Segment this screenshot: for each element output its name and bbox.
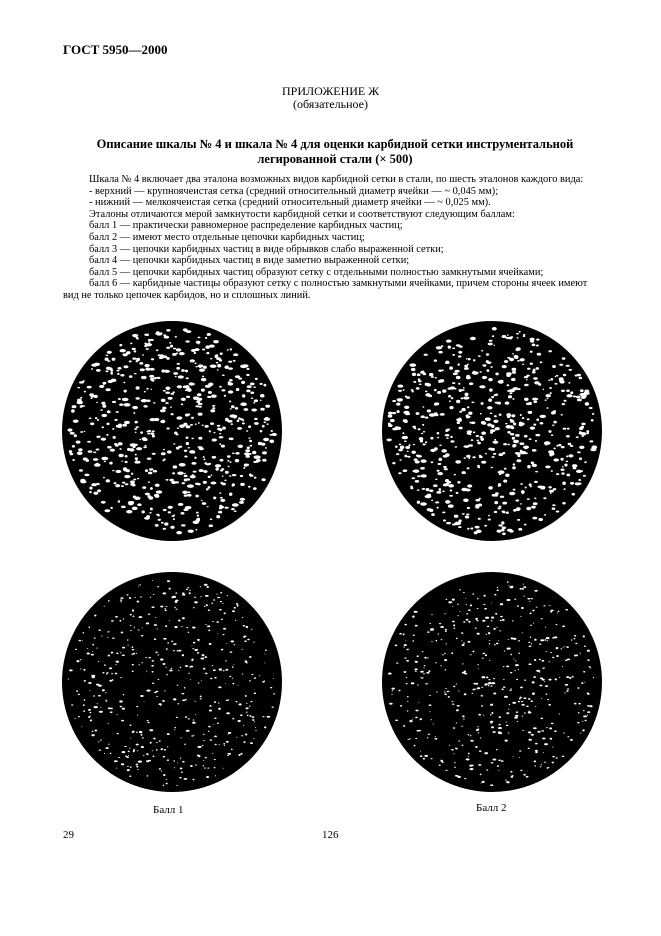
appendix-title: ПРИЛОЖЕНИЕ Ж — [281, 84, 379, 98]
micrograph-coarse-2 — [381, 320, 603, 542]
paragraph: балл 5 — цепочки карбидных частиц образуют сетку с отдельными полностью замкнутыми ячейками; — [89, 266, 544, 278]
caption-ball-2: Балл 2 — [476, 802, 507, 814]
page-number-left: 29 — [63, 829, 74, 841]
paragraph: балл 1 — практически равномерное распределение карбидных частиц; — [89, 220, 403, 232]
body-text — [63, 174, 605, 302]
paragraph: балл 3 — цепочки карбидных частиц в виде обрывков слабо выраженной сетки; — [89, 243, 444, 255]
paragraph: - верхний — крупноячеистая сетка (средний относительный диаметр ячейки — ~ 0,045 мм); — [89, 185, 499, 197]
paragraph: балл 2 — имеют место отдельные цепочки карбидных частиц; — [89, 231, 365, 243]
micrograph-fine-2 — [381, 571, 603, 793]
page-number-center: 126 — [322, 829, 339, 841]
paragraph: балл 6 — карбидные частицы образуют сетку с полностью замкнутыми ячейками, причем стороны ячеек имеют вид не только цепочек карбидов, но и сплошных линий. — [63, 278, 588, 301]
section-title: Описание шкалы № 4 и шкала № 4 для оценки карбидной сетки инструментальной легированной стали (× 500) — [96, 137, 574, 166]
appendix-heading — [0, 85, 661, 111]
micrograph-coarse-1 — [61, 320, 283, 542]
micrograph-fine-1 — [61, 571, 283, 793]
caption-ball-1: Балл 1 — [153, 804, 184, 816]
paragraph: Эталоны отличаются мерой замкнутости карбидной сетки и соответствуют следующим баллам: — [89, 208, 515, 220]
paragraph: Шкала № 4 включает два эталона возможных видов карбидной сетки в стали, по шесть эталонов каждого вида: — [89, 174, 584, 185]
appendix-subtitle: (обязательное) — [293, 97, 368, 111]
paragraph: - нижний — мелкоячеистая сетка (средний относительный диаметр ячейки — ~ 0,025 мм). — [89, 197, 491, 209]
document-header: ГОСТ 5950—2000 — [63, 42, 168, 57]
paragraph: балл 4 — цепочки карбидных частиц в виде заметно выраженной сетки; — [89, 255, 410, 267]
